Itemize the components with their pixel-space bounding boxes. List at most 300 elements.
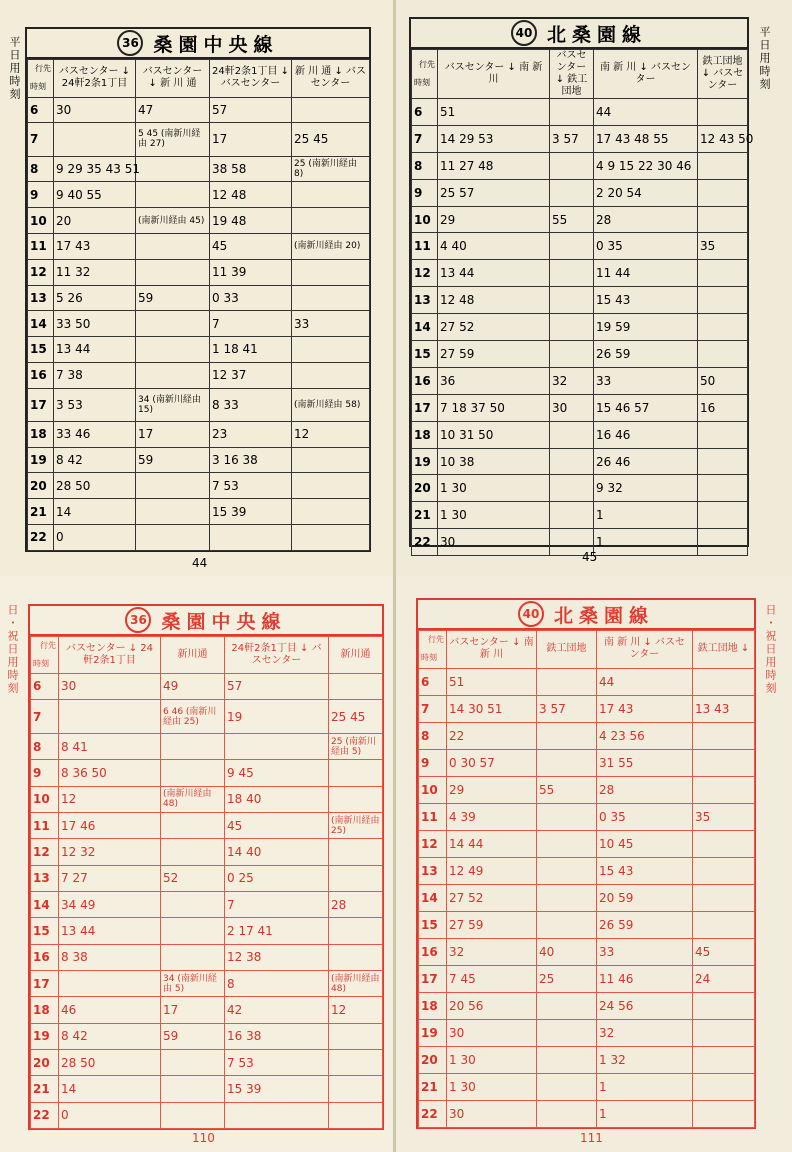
- hour-cell: 15: [31, 918, 59, 944]
- departure-times-cell: [161, 839, 225, 865]
- hour-row: [28, 362, 370, 388]
- hour-row: [419, 776, 755, 803]
- departure-times-cell: 18 40: [225, 786, 329, 812]
- route-title: [411, 19, 747, 49]
- departure-times-cell: 8 41: [59, 734, 161, 760]
- hour-row: [412, 152, 748, 179]
- departure-times-cell: 9 32: [594, 475, 698, 502]
- departure-times-cell: 32: [447, 938, 537, 965]
- departure-times-cell: (南新川経由 25): [329, 813, 383, 839]
- departure-times-cell: 57: [210, 97, 292, 123]
- departure-times-cell: [698, 529, 748, 556]
- hour-cell: 17: [28, 388, 54, 421]
- departure-times-cell: 14 29 53: [438, 125, 550, 152]
- hour-cell: 8: [419, 722, 447, 749]
- departure-times-cell: 19 59: [594, 314, 698, 341]
- hour-cell: 16: [31, 944, 59, 970]
- hour-row: [31, 673, 383, 699]
- departure-times-cell: [329, 1050, 383, 1076]
- departure-times-cell: 16 46: [594, 421, 698, 448]
- hour-row: [412, 341, 748, 368]
- departure-times-cell: [550, 448, 594, 475]
- departure-times-cell: 23: [210, 421, 292, 447]
- departure-times-cell: (南新川経由 58): [292, 388, 370, 421]
- departure-times-cell: [698, 260, 748, 287]
- hour-row: [31, 839, 383, 865]
- header-row: [28, 60, 370, 98]
- departure-times-cell: 13 43: [693, 695, 755, 722]
- departure-times-cell: 7: [225, 892, 329, 918]
- departure-times-cell: 28 50: [59, 1050, 161, 1076]
- route-name: 桑園中央線: [161, 610, 287, 633]
- hour-cell: 15: [28, 337, 54, 363]
- departure-times-cell: 32: [597, 1019, 693, 1046]
- hour-cell: 18: [419, 992, 447, 1019]
- departure-times-cell: 44: [594, 99, 698, 126]
- hour-cell: 12: [419, 830, 447, 857]
- timetable-box: [416, 598, 756, 1129]
- page-number: 110: [192, 1131, 215, 1145]
- hour-cell: 7: [412, 125, 438, 152]
- departure-times-cell: 3 53: [54, 388, 136, 421]
- departure-times-cell: 28: [594, 206, 698, 233]
- hour-row: [31, 865, 383, 891]
- departure-times-cell: 42: [225, 997, 329, 1023]
- departure-times-cell: [550, 502, 594, 529]
- departure-times-cell: 27 52: [447, 884, 537, 911]
- route-number-badge: 36: [125, 607, 151, 633]
- departure-times-cell: [161, 944, 225, 970]
- departure-times-cell: 0 33: [210, 285, 292, 311]
- hour-cell: 19: [419, 1019, 447, 1046]
- hour-cell: 16: [412, 367, 438, 394]
- page-number: 111: [580, 1131, 603, 1145]
- departure-times-cell: 4 40: [438, 233, 550, 260]
- departure-times-cell: [292, 337, 370, 363]
- departure-times-cell: [698, 421, 748, 448]
- departure-times-cell: 4 23 56: [597, 722, 693, 749]
- hour-row: [419, 1073, 755, 1100]
- departure-times-cell: [136, 233, 210, 259]
- departure-times-cell: (南新川経由 20): [292, 233, 370, 259]
- hour-cell: 22: [412, 529, 438, 556]
- timetable-page-110: [0, 576, 396, 1152]
- departure-times-cell: 12 48: [438, 287, 550, 314]
- route-name: 桑園中央線: [153, 33, 279, 56]
- hour-row: [31, 700, 383, 734]
- departure-times-cell: 29: [447, 776, 537, 803]
- hour-cell: 22: [419, 1100, 447, 1127]
- hour-row: [419, 722, 755, 749]
- hour-row: [28, 421, 370, 447]
- departure-times-cell: 1: [597, 1073, 693, 1100]
- hour-cell: 17: [419, 965, 447, 992]
- column-header: 新 川 通 ↓ バスセンター: [292, 60, 370, 98]
- departure-times-cell: 52: [161, 865, 225, 891]
- departure-times-cell: [537, 857, 597, 884]
- departure-times-cell: 13 44: [59, 918, 161, 944]
- departure-times-cell: 30: [447, 1100, 537, 1127]
- departure-times-cell: 14: [59, 1076, 161, 1102]
- departure-times-cell: 4 9 15 22 30 46: [594, 152, 698, 179]
- departure-times-cell: (南新川経由 48): [161, 786, 225, 812]
- departure-times-cell: 28 50: [54, 473, 136, 499]
- departure-times-cell: [550, 260, 594, 287]
- hour-row: [28, 473, 370, 499]
- departure-times-cell: [537, 749, 597, 776]
- departure-times-cell: 6 46 (南新川経由 25): [161, 700, 225, 734]
- hour-cell: 9: [31, 760, 59, 786]
- departure-times-cell: [161, 734, 225, 760]
- departure-times-cell: [329, 673, 383, 699]
- hour-cell: 8: [412, 152, 438, 179]
- route-number-badge: 40: [518, 601, 544, 627]
- departure-times-cell: [693, 1019, 755, 1046]
- departure-times-cell: [292, 97, 370, 123]
- hour-row: [419, 1046, 755, 1073]
- hour-row: [412, 421, 748, 448]
- column-header: 鉄工団地 ↓: [693, 631, 755, 669]
- departure-times-cell: [693, 749, 755, 776]
- departure-times-cell: [693, 857, 755, 884]
- departure-times-cell: [136, 499, 210, 525]
- departure-times-cell: 0 35: [597, 803, 693, 830]
- departure-times-cell: 59: [136, 285, 210, 311]
- hour-cell: 15: [412, 341, 438, 368]
- departure-times-cell: 11 32: [54, 259, 136, 285]
- dest-label: 行先: [419, 60, 435, 69]
- dest-label: 行先: [40, 640, 56, 650]
- hour-cell: 16: [28, 362, 54, 388]
- departure-times-cell: 14: [54, 499, 136, 525]
- departure-times-cell: [693, 1073, 755, 1100]
- departure-times-cell: 9 40 55: [54, 182, 136, 208]
- departure-times-cell: 22: [447, 722, 537, 749]
- hour-cell: 20: [419, 1046, 447, 1073]
- departure-times-cell: 25 57: [438, 179, 550, 206]
- hour-cell: 7: [28, 123, 54, 156]
- departure-times-cell: 59: [136, 447, 210, 473]
- hour-cell: 13: [419, 857, 447, 884]
- departure-times-cell: [225, 1102, 329, 1128]
- departure-times-cell: [161, 1102, 225, 1128]
- departure-times-cell: 25 (南新川経由 8): [292, 156, 370, 182]
- corner-cell: [419, 631, 447, 669]
- departure-times-cell: 0: [59, 1102, 161, 1128]
- column-header: 鉄工団地: [537, 631, 597, 669]
- hour-row: [31, 1102, 383, 1128]
- departure-times-cell: [225, 734, 329, 760]
- hour-row: [412, 448, 748, 475]
- departure-times-cell: 1: [594, 529, 698, 556]
- departure-times-cell: 8 38: [59, 944, 161, 970]
- departure-times-cell: [693, 722, 755, 749]
- departure-times-cell: 1: [594, 502, 698, 529]
- departure-times-cell: 28: [329, 892, 383, 918]
- timetable: [411, 49, 754, 556]
- departure-times-cell: 7 45: [447, 965, 537, 992]
- departure-times-cell: 16: [698, 394, 748, 421]
- departure-times-cell: 1 18 41: [210, 337, 292, 363]
- departure-times-cell: 7 18 37 50: [438, 394, 550, 421]
- departure-times-cell: 12 32: [59, 839, 161, 865]
- timetable-box: [409, 17, 754, 550]
- hour-cell: 10: [31, 786, 59, 812]
- column-header: バスセンター ↓ 南 新 川: [447, 631, 537, 669]
- dest-label: 行先: [35, 64, 51, 74]
- departure-times-cell: 33: [594, 367, 698, 394]
- hour-row: [419, 668, 755, 695]
- departure-times-cell: [550, 341, 594, 368]
- departure-times-cell: [537, 668, 597, 695]
- hour-cell: 11: [28, 233, 54, 259]
- hour-row: [28, 499, 370, 525]
- departure-times-cell: 7 38: [54, 362, 136, 388]
- departure-times-cell: [698, 475, 748, 502]
- departure-times-cell: [698, 179, 748, 206]
- hour-row: [31, 997, 383, 1023]
- column-header: 新川通: [161, 637, 225, 674]
- departure-times-cell: 9 29 35 43 51: [54, 156, 136, 182]
- departure-times-cell: 17: [136, 421, 210, 447]
- departure-times-cell: 34 49: [59, 892, 161, 918]
- departure-times-cell: [550, 475, 594, 502]
- departure-times-cell: 19: [225, 700, 329, 734]
- hour-cell: 6: [31, 673, 59, 699]
- departure-times-cell: 32: [550, 367, 594, 394]
- departure-times-cell: 50: [698, 367, 748, 394]
- hour-row: [28, 311, 370, 337]
- departure-times-cell: [550, 233, 594, 260]
- departure-times-cell: [136, 525, 210, 551]
- departure-times-cell: [550, 179, 594, 206]
- hour-row: [31, 786, 383, 812]
- hour-row: [28, 97, 370, 123]
- hour-cell: 20: [412, 475, 438, 502]
- departure-times-cell: 55: [550, 206, 594, 233]
- departure-times-cell: 19 48: [210, 208, 292, 234]
- departure-times-cell: [136, 311, 210, 337]
- departure-times-cell: 1 30: [447, 1046, 537, 1073]
- departure-times-cell: 11 27 48: [438, 152, 550, 179]
- departure-times-cell: [292, 499, 370, 525]
- departure-times-cell: [537, 992, 597, 1019]
- departure-times-cell: 12 49: [447, 857, 537, 884]
- departure-times-cell: [537, 722, 597, 749]
- departure-times-cell: 12 37: [210, 362, 292, 388]
- departure-times-cell: 34 (南新川経由 5): [161, 971, 225, 997]
- departure-times-cell: 20 59: [597, 884, 693, 911]
- departure-times-cell: 3 57: [537, 695, 597, 722]
- departure-times-cell: [693, 830, 755, 857]
- hour-cell: 20: [31, 1050, 59, 1076]
- departure-times-cell: 13 44: [54, 337, 136, 363]
- hour-cell: 9: [28, 182, 54, 208]
- departure-times-cell: 35: [698, 233, 748, 260]
- departure-times-cell: [161, 760, 225, 786]
- hour-cell: 12: [28, 259, 54, 285]
- departure-times-cell: 44: [597, 668, 693, 695]
- column-header: バスセンター ↓ 24軒2条1丁目: [54, 60, 136, 98]
- departure-times-cell: 8: [225, 971, 329, 997]
- corner-cell: [412, 50, 438, 99]
- hour-cell: 19: [31, 1023, 59, 1049]
- hour-cell: 18: [31, 997, 59, 1023]
- departure-times-cell: [693, 776, 755, 803]
- departure-times-cell: 0 35: [594, 233, 698, 260]
- column-header: 南 新 川 ↓ バスセンター: [594, 50, 698, 99]
- departure-times-cell: 0 30 57: [447, 749, 537, 776]
- hour-row: [419, 1019, 755, 1046]
- departure-times-cell: [537, 1019, 597, 1046]
- departure-times-cell: [550, 287, 594, 314]
- departure-times-cell: 2 17 41: [225, 918, 329, 944]
- route-title: [27, 29, 369, 59]
- departure-times-cell: 25 (南新川経由 5): [329, 734, 383, 760]
- column-header: バスセンター ↓ 24軒2条1丁目: [59, 637, 161, 674]
- hour-row: [31, 971, 383, 997]
- departure-times-cell: [329, 1023, 383, 1049]
- departure-times-cell: [550, 421, 594, 448]
- departure-times-cell: 8 42: [59, 1023, 161, 1049]
- hour-row: [28, 123, 370, 156]
- departure-times-cell: [329, 839, 383, 865]
- holiday-side-label: 日・祝日用時刻: [764, 604, 777, 695]
- hour-row: [412, 233, 748, 260]
- route-title: [30, 606, 382, 636]
- departure-times-cell: 1 30: [438, 502, 550, 529]
- hour-row: [412, 179, 748, 206]
- hour-row: [412, 314, 748, 341]
- timetable: [418, 630, 755, 1128]
- departure-times-cell: 36: [438, 367, 550, 394]
- hour-label: 時刻: [30, 82, 46, 92]
- departure-times-cell: 24: [693, 965, 755, 992]
- page-number: 45: [582, 550, 598, 564]
- hour-row: [419, 1100, 755, 1127]
- hour-label: 時刻: [414, 78, 430, 87]
- departure-times-cell: [698, 206, 748, 233]
- departure-times-cell: 25: [537, 965, 597, 992]
- departure-times-cell: 30: [550, 394, 594, 421]
- departure-times-cell: [698, 341, 748, 368]
- hour-cell: 11: [419, 803, 447, 830]
- holiday-side-label: 日・祝日用時刻: [6, 604, 19, 695]
- departure-times-cell: 4 39: [447, 803, 537, 830]
- departure-times-cell: [292, 208, 370, 234]
- corner-cell: [31, 637, 59, 674]
- hour-label: 時刻: [33, 658, 49, 668]
- departure-times-cell: [292, 259, 370, 285]
- departure-times-cell: [161, 813, 225, 839]
- hour-row: [31, 1023, 383, 1049]
- departure-times-cell: [292, 362, 370, 388]
- hour-row: [412, 99, 748, 126]
- route-number-badge: 40: [511, 20, 537, 46]
- departure-times-cell: 0 25: [225, 865, 329, 891]
- departure-times-cell: [292, 473, 370, 499]
- departure-times-cell: [537, 884, 597, 911]
- timetable: [30, 636, 383, 1129]
- departure-times-cell: [693, 1046, 755, 1073]
- hour-cell: 17: [412, 394, 438, 421]
- departure-times-cell: [698, 502, 748, 529]
- departure-times-cell: 46: [59, 997, 161, 1023]
- hour-row: [412, 287, 748, 314]
- hour-cell: 21: [28, 499, 54, 525]
- departure-times-cell: 7 27: [59, 865, 161, 891]
- header-row: [31, 637, 383, 674]
- hour-cell: 10: [28, 208, 54, 234]
- departure-times-cell: 10 38: [438, 448, 550, 475]
- departure-times-cell: 5 26: [54, 285, 136, 311]
- departure-times-cell: (南新川経由 45): [136, 208, 210, 234]
- hour-cell: 17: [31, 971, 59, 997]
- hour-cell: 9: [412, 179, 438, 206]
- timetable-box: [25, 27, 371, 552]
- timetable: [27, 59, 370, 551]
- departure-times-cell: 30: [447, 1019, 537, 1046]
- hour-row: [419, 749, 755, 776]
- hour-cell: 6: [419, 668, 447, 695]
- departure-times-cell: 12: [329, 997, 383, 1023]
- departure-times-cell: 26 46: [594, 448, 698, 475]
- hour-row: [31, 760, 383, 786]
- departure-times-cell: 15 43: [594, 287, 698, 314]
- departure-times-cell: [693, 668, 755, 695]
- departure-times-cell: 8 36 50: [59, 760, 161, 786]
- departure-times-cell: [329, 786, 383, 812]
- column-header: 新川通: [329, 637, 383, 674]
- hour-cell: 11: [31, 813, 59, 839]
- hour-row: [28, 156, 370, 182]
- departure-times-cell: 17: [210, 123, 292, 156]
- hour-row: [31, 918, 383, 944]
- column-header: 24軒2条1丁目 ↓ バスセンター: [225, 637, 329, 674]
- departure-times-cell: 17: [161, 997, 225, 1023]
- departure-times-cell: 1 32: [597, 1046, 693, 1073]
- departure-times-cell: 20: [54, 208, 136, 234]
- departure-times-cell: 17 43: [597, 695, 693, 722]
- hour-cell: 18: [412, 421, 438, 448]
- departure-times-cell: [698, 314, 748, 341]
- departure-times-cell: 3 57: [550, 125, 594, 152]
- departure-times-cell: 1: [597, 1100, 693, 1127]
- column-header: 24軒2条1丁目 ↓ バスセンター: [210, 60, 292, 98]
- departure-times-cell: [54, 123, 136, 156]
- hour-row: [28, 388, 370, 421]
- hour-cell: 21: [31, 1076, 59, 1102]
- departure-times-cell: 33 50: [54, 311, 136, 337]
- page-number: 44: [192, 556, 208, 570]
- departure-times-cell: 14 44: [447, 830, 537, 857]
- hour-cell: 10: [412, 206, 438, 233]
- departure-times-cell: [136, 156, 210, 182]
- departure-times-cell: 33 46: [54, 421, 136, 447]
- departure-times-cell: 25 45: [292, 123, 370, 156]
- departure-times-cell: [693, 992, 755, 1019]
- departure-times-cell: 15 39: [225, 1076, 329, 1102]
- hour-cell: 20: [28, 473, 54, 499]
- hour-cell: 13: [412, 287, 438, 314]
- header-row: [419, 631, 755, 669]
- departure-times-cell: 9 45: [225, 760, 329, 786]
- departure-times-cell: [537, 1046, 597, 1073]
- departure-times-cell: [550, 99, 594, 126]
- departure-times-cell: [329, 1076, 383, 1102]
- departure-times-cell: 55: [537, 776, 597, 803]
- departure-times-cell: 57: [225, 673, 329, 699]
